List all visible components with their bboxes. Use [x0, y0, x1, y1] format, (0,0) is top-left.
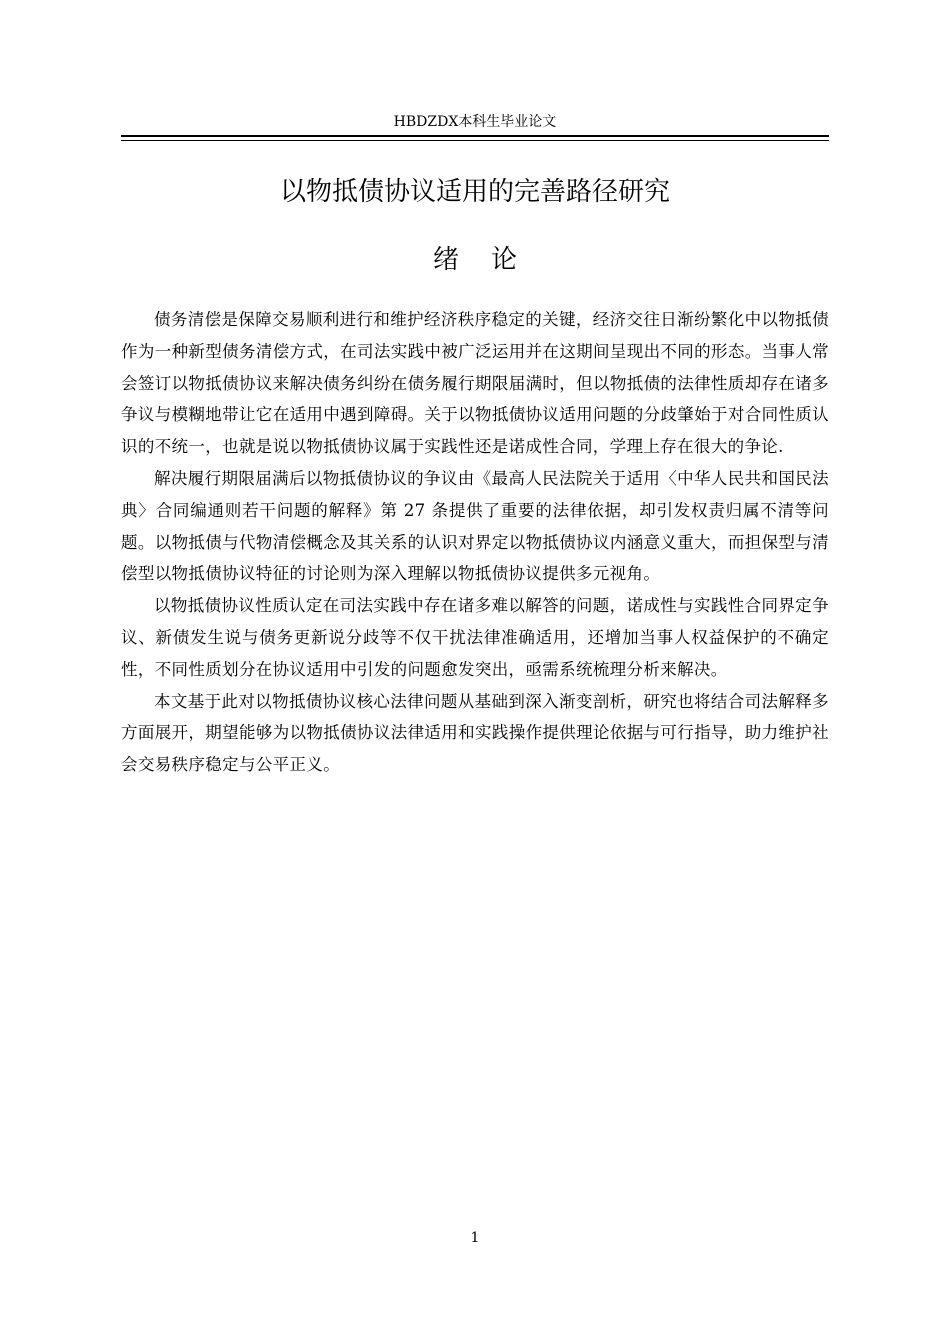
body-text — [121, 304, 829, 781]
paper-title: 以物抵债协议适用的完善路径研究 — [279, 177, 670, 207]
paragraph: 债务清偿是保障交易顺利进行和维护经济秩序稳定的关键，经济交往日渐纷繁化中以物抵债作为一种新型债务清偿方式，在司法实践中被广泛运用并在这期间呈现出不同的形态。当事人常会签订以物抵债协议来解决债务纠纷在债务履行期限届满时，但以物抵债的法律性质却存在诸多争议与模糊地带让它在适用中遇到障碍。关于以物抵债协议适用问题的分歧肇始于对合同性质认识的不统一，也就是说以物抵债协议属于实践性还是诺成性合同，学理上存在很大的争论. — [121, 310, 829, 457]
paragraph: 以物抵债协议性质认定在司法实践中存在诸多难以解答的问题，诺成性与实践性合同界定争议、新债发生说与债务更新说分歧等不仅干扰法律准确适用，还增加当事人权益保护的不确定性，不同性质划分在协议适用中引发的问题愈发突出，亟需系统梳理分析来解决。 — [121, 596, 829, 679]
header-rule — [121, 135, 829, 137]
header-rule-thin — [121, 140, 829, 141]
running-header: HBDZDX本科生毕业论文 — [393, 114, 557, 130]
section-heading: 绪论 — [432, 245, 549, 275]
paragraph: 解决履行期限届满后以物抵债协议的争议由《最高人民法院关于适用〈中华人民共和国民法典〉合同编通则若干问题的解释》第 27 条提供了重要的法律依据，却引发权责归属不清等问题。以物抵债与代物清偿概念及其关系的认识对界定以物抵债协议内涵意义重大，而担保型与清偿型以物抵债协议特征的讨论则为深入理解以物抵债协议提供多元视角。 — [121, 468, 829, 584]
paragraph: 本文基于此对以物抵债协议核心法律问题从基础到深入渐变剖析，研究也将结合司法解释多方面展开，期望能够为以物抵债协议法律适用和实践操作提供理论依据与可行指导，助力维护社会交易秩序稳定与公平正义。 — [121, 691, 829, 775]
page-number: 1 — [470, 1230, 480, 1246]
